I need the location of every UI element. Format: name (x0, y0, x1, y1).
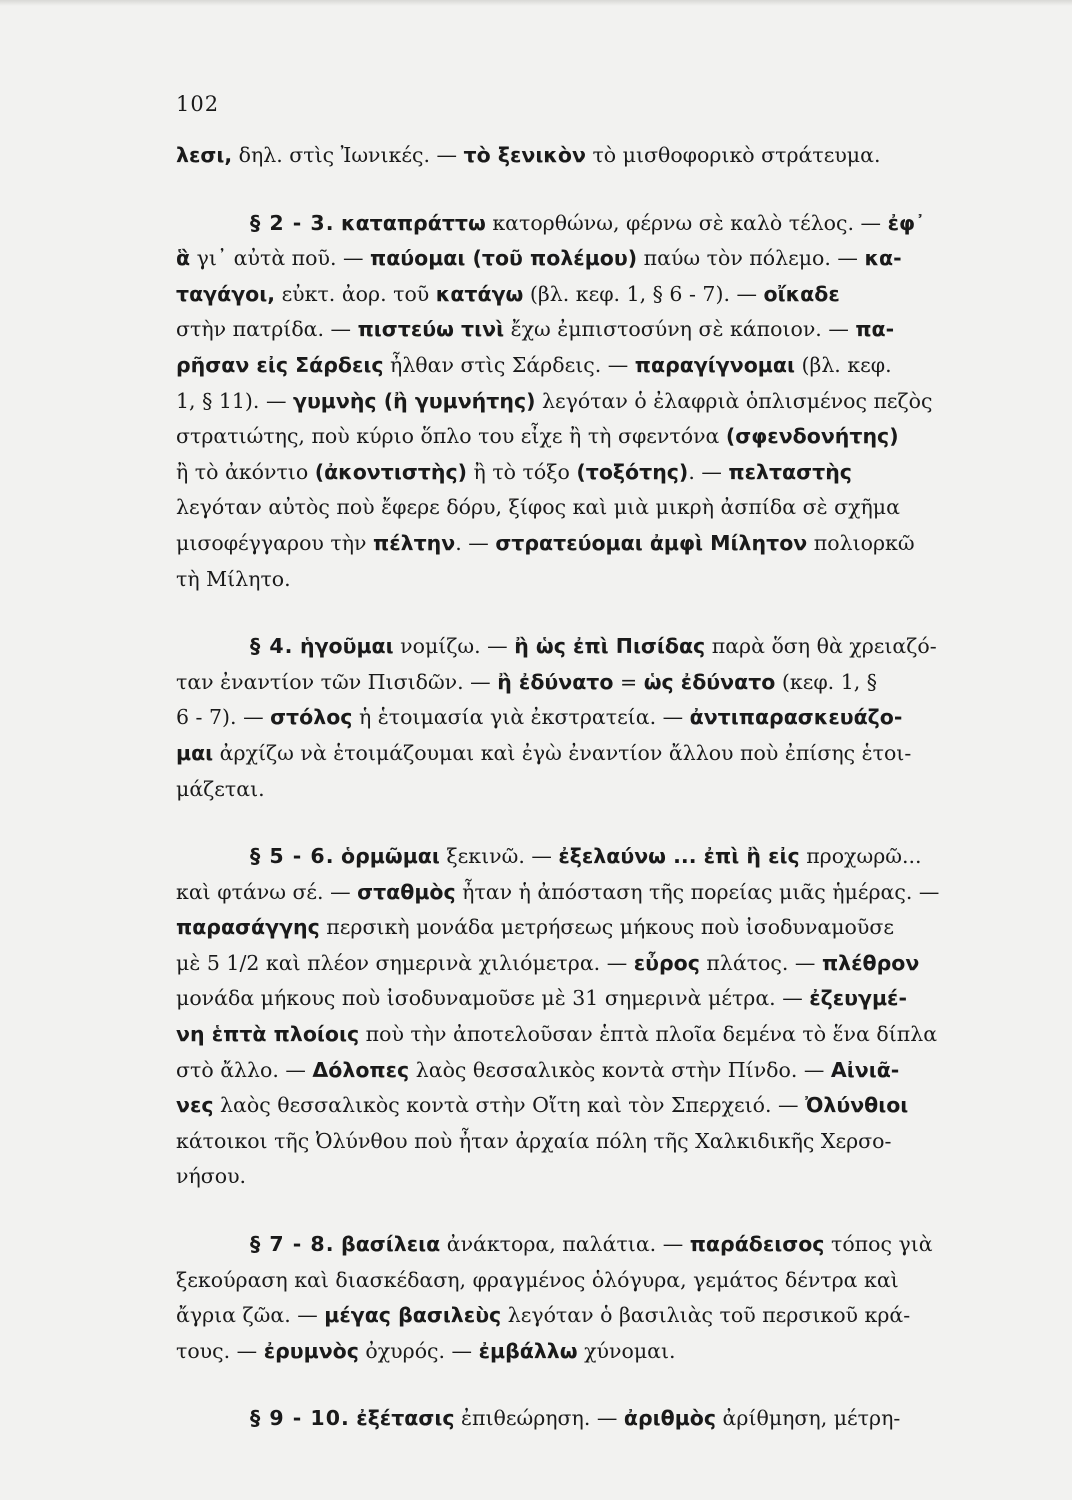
term: παρασάγγης (176, 915, 320, 940)
text-line (102, 490, 1038, 526)
gloss: ταν ἐναντίον τῶν Πισιδῶν. — (176, 669, 498, 694)
paragraph-section-7-8 (176, 1227, 1038, 1369)
gloss: ἢ τὸ τόξο (467, 459, 577, 484)
paragraph-continuation (176, 138, 1038, 174)
gloss: κάτοικοι τῆς Ὀλύνθου ποὺ ἦταν ἀρχαία πόλη τῆς Χαλκιδικῆς Χερσο- (176, 1128, 892, 1153)
term: πλέθρον (821, 950, 920, 975)
term: ἀριθμὸς (623, 1406, 717, 1431)
paragraph-section-9-10 (176, 1401, 1038, 1437)
term: Δόλοπες (312, 1057, 410, 1082)
text-line (102, 700, 1038, 736)
term: ἐφ᾽ (887, 210, 926, 235)
text-line (102, 1088, 1038, 1124)
gloss: λεγόταν αὐτὸς ποὺ ἔφερε δόρυ, ξίφος καὶ μιὰ μικρὴ ἀσπίδα σὲ σχῆμα (176, 495, 900, 520)
term: νη ἑπτὰ πλοίοις (176, 1022, 360, 1047)
text-line (102, 241, 1038, 277)
text-line (102, 348, 1038, 384)
gloss: (κεφ. 1, § (775, 669, 878, 694)
term: νες (176, 1093, 214, 1118)
gloss: νομίζω. — (393, 634, 515, 659)
gloss: στὴν πατρίδα. — (176, 317, 358, 342)
term: παραγίγνομαι (634, 352, 795, 377)
text-line (102, 1159, 1038, 1195)
term: πέλτην (373, 530, 456, 555)
term: εὖρος (633, 950, 700, 975)
term: ταγάγοι, (176, 281, 276, 306)
gloss: ἦταν ἡ ἀπόσταση τῆς πορείας μιᾶς ἡμέρας. — (455, 879, 940, 904)
gloss: καὶ φτάνω σέ. — (176, 879, 358, 904)
term: ἢ ἐδύνατο (497, 669, 614, 694)
term: (τοξότης) (576, 459, 689, 484)
text-line (102, 875, 1038, 911)
term: βασίλεια (341, 1232, 441, 1257)
text-line (176, 839, 1038, 875)
gloss: προχωρῶ... (799, 844, 922, 869)
text-line (102, 384, 1038, 420)
text-line (176, 629, 1038, 665)
section-number: § 2 - 3. (250, 210, 335, 235)
term: ἢ ὡς ἐπὶ Πισίδας (514, 634, 706, 659)
term: ἐρυμνὸς (263, 1338, 359, 1363)
gloss: νήσου. (176, 1164, 247, 1189)
gloss: ἀρχίζω νὰ ἑτοιμάζουμαι καὶ ἐγὼ ἐναντίον ἄλλου ποὺ ἐπίσης ἑτοι- (213, 740, 912, 765)
section-number: § 9 - 10. (250, 1406, 350, 1431)
term: σταθμὸς (357, 879, 456, 904)
text-line (176, 1401, 1038, 1437)
term: πελταστὴς (728, 459, 852, 484)
gloss: ἄγρια ζῶα. — (176, 1303, 325, 1328)
text-line (102, 736, 1038, 772)
gloss: ἀρίθμηση, μέτρη- (716, 1406, 901, 1431)
gloss: στὸ ἄλλο. — (176, 1057, 313, 1082)
gloss: ξεκινῶ. — (439, 844, 559, 869)
gloss: ἡ ἑτοιμασία γιὰ ἐκστρατεία. — (352, 705, 690, 730)
section-number: § 7 - 8. (250, 1232, 335, 1257)
text-line (102, 312, 1038, 348)
term: τὸ ξενικὸν (463, 143, 586, 167)
paragraph-section-2-3 (176, 206, 1038, 598)
gloss: . — (688, 459, 729, 484)
term: ὡς ἐδύνατο (643, 669, 776, 694)
term: παύομαι (τοῦ πολέμου) (370, 246, 638, 271)
paragraph-section-4 (176, 629, 1038, 807)
gloss: ξεκούραση καὶ διασκέδαση, φραγμένος ὁλόγυρα, γεμάτος δέντρα καὶ (176, 1267, 899, 1292)
term: οἴκαδε (763, 281, 840, 306)
term: (ἀκοντιστὴς) (314, 459, 468, 484)
gloss: τους. — (176, 1338, 264, 1363)
gloss: λεγόταν ὁ ἐλαφριὰ ὁπλισμένος πεζὸς (535, 388, 933, 413)
text-line (102, 562, 1038, 598)
gloss: μὲ 5 1/2 καὶ πλέον σημερινὰ χιλιόμετρα. — (176, 950, 634, 975)
gloss: παύω τὸν πόλεμο. — (637, 246, 865, 271)
gloss: τόπος γιὰ (824, 1232, 933, 1257)
text-line (102, 1053, 1038, 1089)
term: καταπράττω (341, 210, 486, 235)
gloss: ἢ τὸ ἀκόντιο (176, 459, 315, 484)
gloss: παρὰ ὅση θὰ χρειαζό- (705, 634, 937, 659)
term: πιστεύω τινὶ (357, 317, 505, 342)
gloss: ἦλθαν στὶς Σάρδεις. — (383, 352, 635, 377)
gloss: γι᾽ αὐτὰ ποῦ. — (190, 246, 370, 271)
gloss: ὀχυρός. — (358, 1338, 479, 1363)
text-line (176, 1227, 1038, 1263)
term: μέγας βασιλεὺς (324, 1303, 502, 1328)
text-line (102, 419, 1038, 455)
term: κατάγω (435, 281, 524, 306)
gloss: τὴ Μίλητο. (176, 566, 291, 591)
term: ἐζευγμέ- (809, 986, 907, 1011)
term: (σφενδονήτης) (725, 424, 899, 449)
text-line (102, 1263, 1038, 1299)
term: πα- (855, 317, 895, 342)
text-line (176, 138, 1038, 174)
term: κα- (864, 246, 902, 271)
gloss: . — (455, 530, 496, 555)
text-line (102, 1298, 1038, 1334)
section-number: § 5 - 6. (250, 844, 335, 869)
term: ἐξελαύνω ... ἐπὶ ἢ εἰς (558, 844, 800, 869)
gloss: περσικὴ μονάδα μετρήσεως μήκους ποὺ ἰσοδυναμοῦσε (319, 915, 894, 940)
gloss: ποὺ τὴν ἀποτελοῦσαν ἑπτὰ πλοῖα δεμένα τὸ ἕνα δίπλα (359, 1022, 938, 1047)
term: ὁρμῶμαι (341, 844, 440, 869)
gloss: μονάδα μήκους ποὺ ἰσοδυναμοῦσε μὲ 31 σημερινὰ μέτρα. — (176, 986, 810, 1011)
gloss: κατορθώνω, φέρνω σὲ καλὸ τέλος. — (485, 210, 888, 235)
text-line (102, 526, 1038, 562)
gloss: (βλ. κεφ. (794, 352, 892, 377)
text-line (102, 910, 1038, 946)
text-line (102, 981, 1038, 1017)
gloss: στρατιώτης, ποὺ κύριο ὅπλο του εἶχε ἢ τὴ σφεντόνα (176, 424, 726, 449)
term: Ὀλύνθιοι (805, 1093, 909, 1118)
gloss: ἔχω ἐμπιστοσύνη σὲ κάποιον. — (504, 317, 856, 342)
gloss: (βλ. κεφ. 1, § 6 - 7). — (523, 281, 764, 306)
text-line (176, 206, 1038, 242)
top-edge-shadow (0, 0, 1072, 6)
gloss: πλάτος. — (699, 950, 822, 975)
gloss: μάζεται. (176, 776, 265, 801)
gloss: πολιορκῶ (807, 530, 915, 555)
page-number: 102 (176, 92, 220, 116)
text-line (102, 1124, 1038, 1160)
gloss: τὸ μισθοφορικὸ στράτευμα. (585, 143, 881, 167)
term: ρῆσαν εἰς Σάρδεις (176, 352, 384, 377)
term: παράδεισος (689, 1232, 825, 1257)
gloss: ἀνάκτορα, παλάτια. — (440, 1232, 690, 1257)
term: ἡγοῦμαι (299, 634, 394, 659)
gloss: εὐκτ. ἀορ. τοῦ (275, 281, 436, 306)
text-line (102, 277, 1038, 313)
gloss: 1, § 11). — (176, 388, 293, 413)
gloss: λαὸς θεσσαλικὸς κοντὰ στὴν Πίνδο. — (409, 1057, 831, 1082)
gloss: ἐπιθεώρηση. — (454, 1406, 624, 1431)
text-line (102, 455, 1038, 491)
gloss: 6 - 7). — (176, 705, 271, 730)
term: στόλος (270, 705, 353, 730)
term: ἀντιπαρασκευάζο- (689, 705, 903, 730)
text-line (102, 1017, 1038, 1053)
term: Αἰνιᾶ- (830, 1057, 900, 1082)
gloss: λεγόταν ὁ βασιλιὰς τοῦ περσικοῦ κρά- (501, 1303, 911, 1328)
text-line (102, 772, 1038, 808)
term: στρατεύομαι ἀμφὶ Μίλητον (495, 530, 808, 555)
term: ἐμβάλλω (478, 1338, 578, 1363)
gloss: δηλ. στὶς Ἰωνικές. — (232, 143, 464, 167)
section-number: § 4. (250, 634, 294, 659)
term: λεσι, (176, 143, 233, 167)
paragraph-section-5-6 (176, 839, 1038, 1195)
text-line (102, 946, 1038, 982)
gloss: χύνομαι. (577, 1338, 676, 1363)
gloss: λαὸς θεσσαλικὸς κοντὰ στὴν Οἴτη καὶ τὸν Σπερχειό. — (213, 1093, 806, 1118)
term: γυμνὴς (ἢ γυμνήτης) (292, 388, 536, 413)
text-line (102, 665, 1038, 701)
term: ἃ (176, 246, 191, 271)
body-text (176, 138, 1038, 1437)
term: μαι (176, 740, 214, 765)
gloss: μισοφέγγαρου τὴν (176, 530, 373, 555)
gloss: = (613, 669, 644, 694)
term: ἐξέτασις (356, 1406, 455, 1431)
text-line (102, 1334, 1038, 1370)
